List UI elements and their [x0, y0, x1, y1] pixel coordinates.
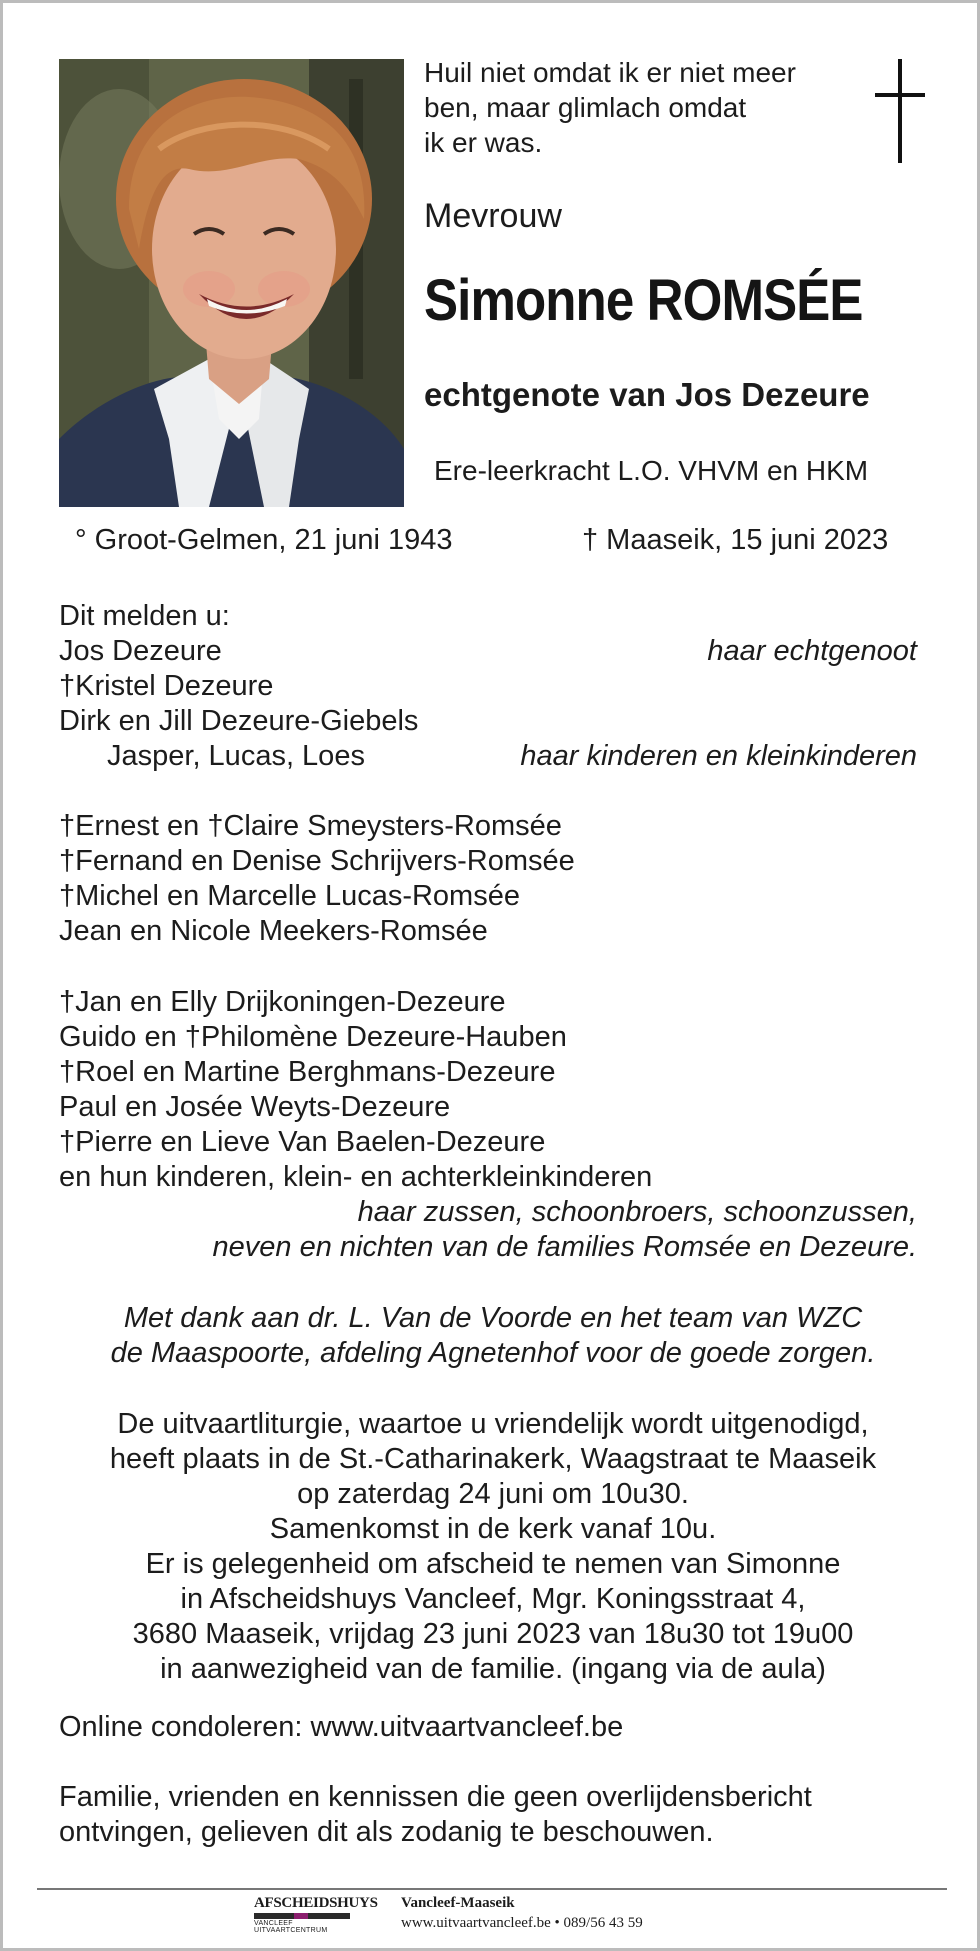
funeral-home-logo: AFSCHEIDSHUYS VANCLEEF UITVAARTCENTRUM: [254, 1895, 378, 1934]
family-member: Guido en †Philomène Dezeure-Hauben: [59, 1021, 567, 1053]
siblings-list: [59, 809, 575, 949]
family-member: †Kristel Dezeure: [59, 670, 274, 702]
cross-icon: [875, 59, 925, 165]
family-member: Jean en Nicole Meekers-Romsée: [59, 915, 488, 947]
family-member: †Fernand en Denise Schrijvers-Romsée: [59, 845, 575, 877]
relation-label: haar echtgenoot: [707, 635, 917, 667]
announce-intro: Dit melden u:: [59, 600, 230, 632]
condolence-line: Online condoleren: www.uitvaartvancleef.be: [59, 1711, 624, 1743]
occupation: Ere-leerkracht L.O. VHVM en HKM: [434, 455, 869, 486]
deceased-name: Simonne ROMSÉE: [424, 268, 863, 333]
poem: Huil niet omdat ik er niet meer ben, maar glimlach omdat ik er was.: [424, 57, 796, 158]
thanks-text: Met dank aan dr. L. Van de Voorde en het team van WZC de Maaspoorte, afdeling Agnetenhof voor de goede zorgen.: [110, 1302, 876, 1369]
families-label: haar zussen, schoonbroers, schoonzussen, neven en nichten van de families Romsée en Dezeure.: [212, 1196, 917, 1263]
family-member: en hun kinderen, klein- en achterkleinkinderen: [59, 1161, 653, 1193]
footer-divider: [37, 1888, 947, 1890]
portrait-photo: [59, 59, 404, 507]
funeral-home-contact: www.uitvaartvancleef.be • 089/56 43 59: [401, 1915, 643, 1931]
honorific: Mevrouw: [424, 197, 562, 235]
family-member: †Pierre en Lieve Van Baelen-Dezeure: [59, 1126, 546, 1158]
death-line: † Maaseik, 15 juni 2023: [582, 524, 889, 556]
spouse-line: echtgenote van Jos Dezeure: [424, 376, 870, 413]
family-member: †Roel en Martine Berghmans-Dezeure: [59, 1056, 556, 1088]
family-member: Jasper, Lucas, Loes: [107, 740, 365, 772]
funeral-home-name: Vancleef-Maaseik: [401, 1895, 515, 1911]
service-details: De uitvaartliturgie, waartoe u vriendelijk wordt uitgenodigd, heeft plaats in de St.-Catharinakerk, Waagstraat te Maaseik op zaterdag 24 juni om 10u30. Samenkomst in de kerk vanaf 10u. Er is gelegenheid om afscheid te nemen van Simonne in Afscheidshuys Vancleef, Mgr. Koningsstraat 4, 3680 Maaseik, vrijdag 23 juni 2023 van 18u30 tot 19u00 in aanwezigheid van de familie. (ingang via de aula): [109, 1408, 877, 1685]
notice-text: Familie, vrienden en kennissen die geen overlijdensbericht ontvingen, gelieven dit als zodanig te beschouwen.: [59, 1781, 812, 1848]
family-member: Dirk en Jill Dezeure-Giebels: [59, 705, 419, 737]
relation-label: haar kinderen en kleinkinderen: [520, 740, 917, 772]
family-member: †Michel en Marcelle Lucas-Romsée: [59, 880, 520, 912]
family-member: Jos Dezeure: [59, 635, 222, 667]
family-member: †Jan en Elly Drijkoningen-Dezeure: [59, 986, 506, 1018]
family-member: †Ernest en †Claire Smeysters-Romsée: [59, 810, 562, 842]
birth-line: ° Groot-Gelmen, 21 juni 1943: [75, 524, 453, 556]
inlaws-list: [59, 985, 652, 1195]
family-member: Paul en Josée Weyts-Dezeure: [59, 1091, 451, 1123]
